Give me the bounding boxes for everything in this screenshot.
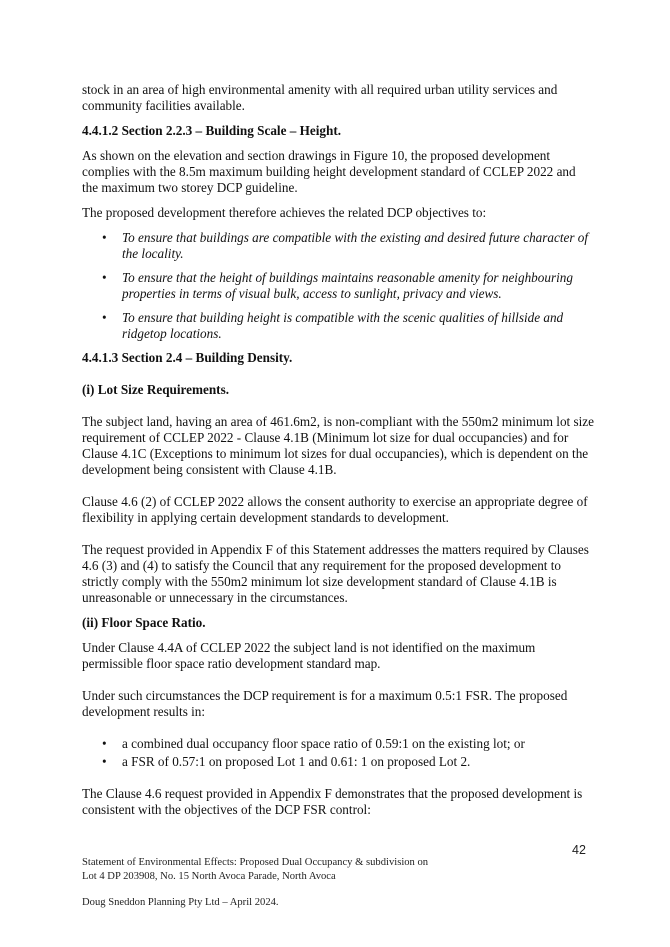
- objective-text: To ensure that buildings are compatible with the existing and desired future character of the locality.: [122, 230, 589, 261]
- lot-size-para-3: The request provided in Appendix F of this Statement addresses the matters required by Clauses 4.6 (3) and (4) to satisfy the Council that any requirement for the proposed development to strictly comply with the 550m2 minimum lot size development standard of Clause 4.1B is unreasonable or unnecessary in the circumstances.: [82, 542, 589, 605]
- list-item: [82, 754, 594, 770]
- objective-text: To ensure that the height of buildings maintains reasonable amenity for neighbouring properties in terms of visual bulk, access to sunlight, privacy and views.: [122, 270, 573, 301]
- list-item: [82, 310, 594, 342]
- bullet: •: [102, 230, 107, 245]
- bullet: •: [102, 310, 107, 325]
- floor-space-heading: (ii) Floor Space Ratio.: [82, 615, 206, 630]
- page-content: [82, 82, 594, 827]
- section-density-heading: 4.4.1.3 Section 2.4 – Building Density.: [82, 350, 293, 365]
- section-height-para-1: As shown on the elevation and section drawings in Figure 10, the proposed development complies with the 8.5m maximum building height development standard of CCLEP 2022 and the maximum two storey DCP guideline.: [82, 148, 576, 195]
- section-height-para-2: The proposed development therefore achieves the related DCP objectives to:: [82, 205, 487, 220]
- result-text: a FSR of 0.57:1 on proposed Lot 1 and 0.61: 1 on proposed Lot 2.: [122, 754, 471, 769]
- lot-size-para-2: Clause 4.6 (2) of CCLEP 2022 allows the consent authority to exercise an appropriate degree of flexibility in applying certain development standards to development.: [82, 494, 588, 525]
- result-text: a combined dual occupancy floor space ratio of 0.59:1 on the existing lot; or: [122, 736, 525, 751]
- floor-space-para-2: Under such circumstances the DCP requirement is for a maximum 0.5:1 FSR. The proposed development results in:: [82, 688, 568, 719]
- intro-continuation: stock in an area of high environmental amenity with all required urban utility services and community facilities available.: [82, 82, 558, 113]
- list-item: [82, 270, 594, 302]
- floor-space-para-1: Under Clause 4.4A of CCLEP 2022 the subject land is not identified on the maximum permissible floor space ratio development standard map.: [82, 640, 536, 671]
- floor-space-para-3: The Clause 4.6 request provided in Appendix F demonstrates that the proposed development is consistent with the objectives of the DCP FSR control:: [82, 786, 583, 817]
- footer-gap: [82, 884, 602, 896]
- height-objectives-list: [82, 230, 594, 342]
- page-number: 42: [572, 843, 586, 857]
- list-item: [82, 230, 594, 262]
- page-footer: [82, 856, 602, 910]
- footer-line-3: Doug Sneddon Planning Pty Ltd – April 2024.: [82, 897, 279, 908]
- lot-size-heading: (i) Lot Size Requirements.: [82, 382, 229, 397]
- bullet: •: [102, 754, 107, 769]
- bullet: •: [102, 270, 107, 285]
- footer-line-1: Statement of Environmental Effects: Proposed Dual Occupancy & subdivision on: [82, 857, 429, 868]
- fsr-results-list: [82, 736, 594, 770]
- lot-size-para-1: The subject land, having an area of 461.6m2, is non-compliant with the 550m2 minimum lot size requirement of CCLEP 2022 - Clause 4.1B (Minimum lot size for dual occupancies) and for Clause 4.1C (Exceptions to minimum lot sizes for dual occupancies), which is dependent on the development being consistent with Clause 4.1B.: [82, 414, 595, 477]
- section-height-heading: 4.4.1.2 Section 2.2.3 – Building Scale – Height.: [82, 123, 342, 138]
- footer-line-2: Lot 4 DP 203908, No. 15 North Avoca Parade, North Avoca: [82, 871, 336, 882]
- bullet: •: [102, 736, 107, 751]
- objective-text: To ensure that building height is compatible with the scenic qualities of hillside and ridgetop locations.: [122, 310, 564, 341]
- list-item: [82, 736, 594, 752]
